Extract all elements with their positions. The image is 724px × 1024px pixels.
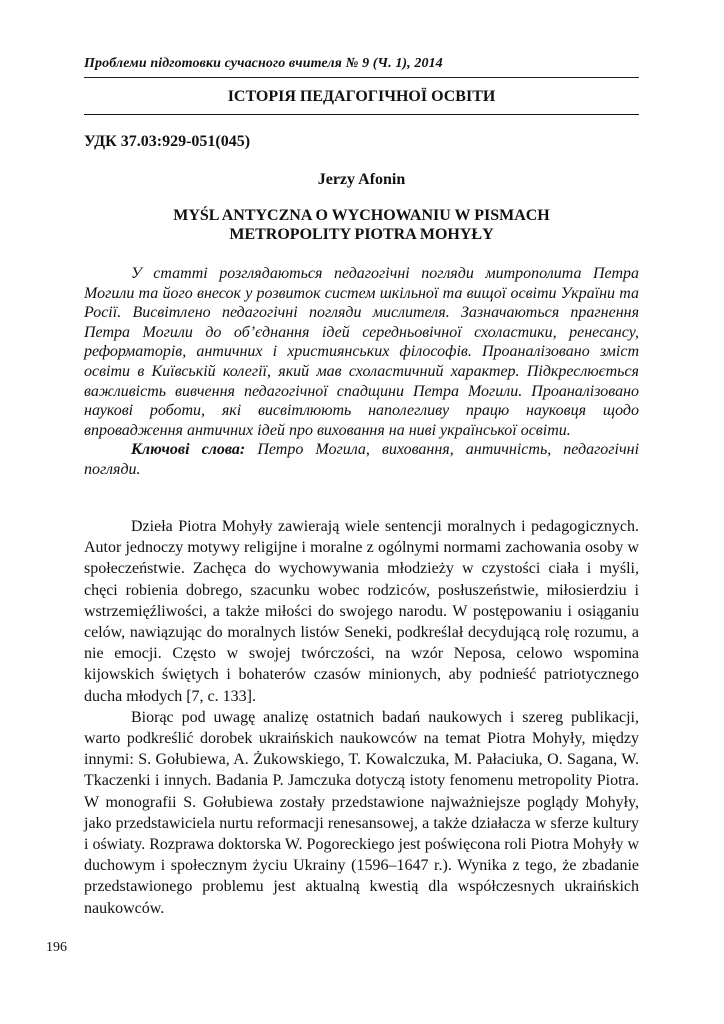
body-paragraph-1: Dzieła Piotra Mohyły zawierają wiele sentencji moralnych i pedagogicznych. Autor jednoczy motywy religijne i moralne z ogólnymi normami zachowania osoby w społeczeństwie. Zachęca do wychowywania młodzieży w czystości ciała i myśli, chęci robienia dobrego, szacunku wobec rodziców, posłuszeństwie, miłosierdziu i wstrzemięźliwości, a także miłości do swojego narodu. W postępowaniu i osiąganiu celów, nawiązując do moralnych listów Seneki, podkreślał decydującą rolę rozumu, a nie emocji. Często w swojej twórczości, na wzór Neposa, celowo wspomina kijowskich świętych i bohaterów czasów minionych, aby podnieść patriotycznego ducha młodych [7, c. 133].: [84, 518, 639, 705]
keywords-label: Ключові слова:: [131, 441, 246, 459]
section-title: ІСТОРІЯ ПЕДАГОГІЧНОЇ ОСВІТИ: [227, 88, 496, 105]
abstract-text: У статті розглядаються педагогічні погляди митрополита Петра Могили та його внесок у розвиток систем шкільної та вищої освіти України та Росії. Висвітлено педагогічні погляди мислителя. Зазначаються прагнення Петра Могили до об’єднання ідей середньовічної схоластики, ренесансу, реформаторів, античних і християнських філософів. Проаналізовано зміст освіти в Київській колегії, який мав схоластичний характер. Підкреслюється важливість вивчення педагогічної спадщини Петра Могили. Проаналізовано наукові роботи, які висвітлюють наполегливу працю науковця щодо впровадження античних ідей про виховання на ниві української освіти.: [84, 265, 639, 439]
article-title-line-1: MYŚL ANTYCZNA O WYCHOWANIU W PISMACH: [173, 207, 550, 224]
page: [46, 0, 640, 1024]
udc-code: УДК 37.03:929-051(045): [84, 133, 251, 150]
article-title: [84, 206, 639, 244]
section-divider: [84, 114, 639, 115]
abstract: [84, 264, 639, 480]
journal-header: Проблеми підготовки сучасного вчителя № 9 (Ч. 1), 2014: [84, 56, 443, 71]
keywords-text: Петро Могила, виховання, античність, педагогічні погляди.: [84, 441, 640, 478]
body-paragraph-2: Biorąc pod uwagę analizę ostatnich badań naukowych i szereg publikacji, warto podkreślić dorobek ukraińskich naukowców na temat Piotra Mohyły, między innymi: S. Gołubiewa, A. Żukowskiego, T. Kowalczuka, M. Pałaciuka, O. Sagana, W. Tkaczenki i innych. Badania P. Jamczuka dotyczą istoty fenomenu metropolity Piotra. W monografii S. Gołubiewa zostały przedstawione najważniejsze poglądy Mohyły, jako przedstawiciela nurtu reformacji renesansowej, a także działacza w sferze kultury i oświaty. Rozprawa doktorska W. Pogoreckiego jest poświęcona roli Piotra Mohyły w duchowym i społecznym życiu Ukrainy (1596–1647 r.). Wynika z tego, że zbadanie przedstawionego problemu jest aktualną kwestią dla współczesnych ukraińskich naukowców.: [84, 708, 639, 917]
page-number: 196: [46, 940, 67, 955]
author-name: Jerzy Afonin: [317, 171, 406, 188]
header-divider: [84, 77, 639, 78]
article-title-line-2: METROPOLITY PIOTRA MOHYŁY: [229, 226, 494, 243]
keywords: [84, 440, 639, 479]
article-body: [84, 516, 639, 919]
